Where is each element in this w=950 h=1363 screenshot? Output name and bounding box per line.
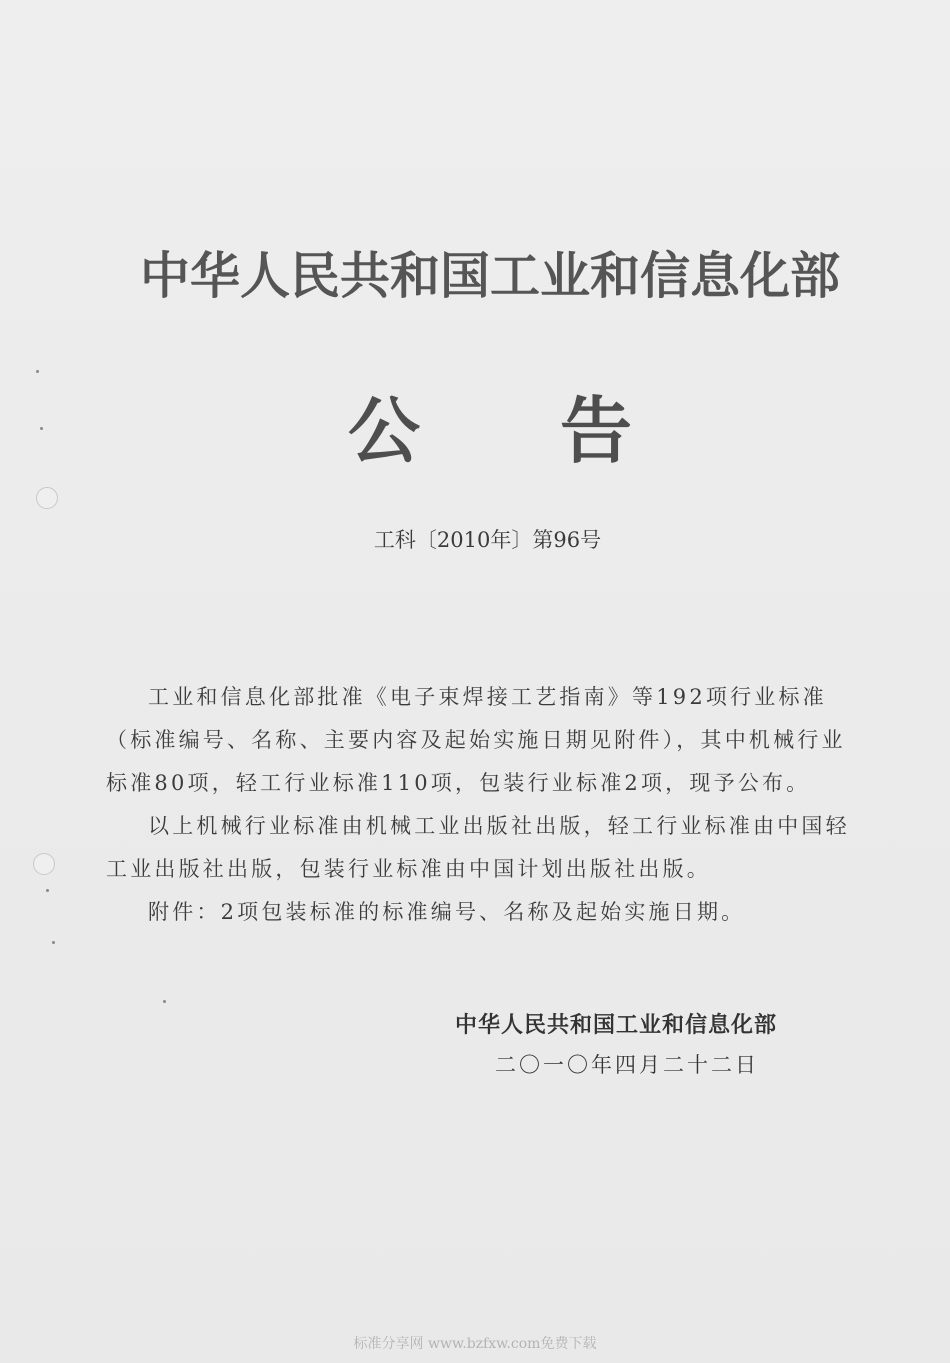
announcement-body bbox=[106, 676, 866, 934]
scan-speck bbox=[40, 427, 43, 430]
body-paragraph: 工业和信息化部批准《电子束焊接工艺指南》等192项行业标准（标准编号、名称、主要内容及起始实施日期见附件），其中机械行业标准80项，轻工行业标准110项，包装行业标准2项，现予公布。 bbox=[106, 685, 846, 795]
scan-speck bbox=[163, 1000, 166, 1003]
signature-organization: 中华人民共和国工业和信息化部 bbox=[455, 1013, 778, 1038]
signature-date: 二〇一〇年四月二十二日 bbox=[495, 1053, 759, 1077]
binder-hole-icon bbox=[33, 853, 55, 875]
document-number: 工科〔2010年〕第96号 bbox=[373, 528, 602, 552]
scan-speck bbox=[52, 941, 55, 944]
footer-watermark: 标准分享网 www.bzfxw.com免费下载 bbox=[353, 1336, 597, 1352]
scan-speck bbox=[46, 889, 49, 892]
attachment-note: 附件：2项包装标准的标准编号、名称及起始实施日期。 bbox=[148, 900, 746, 924]
body-paragraph: 以上机械行业标准由机械工业出版社出版，轻工行业标准由中国轻工业出版社出版，包装行业标准由中国计划出版社出版。 bbox=[106, 814, 850, 881]
scan-speck bbox=[36, 370, 39, 373]
signature-block bbox=[455, 1008, 777, 1079]
document-type-heading: 公告 bbox=[347, 389, 772, 473]
binder-hole-icon bbox=[36, 487, 58, 509]
issuer-title: 中华人民共和国工业和信息化部 bbox=[140, 247, 840, 305]
